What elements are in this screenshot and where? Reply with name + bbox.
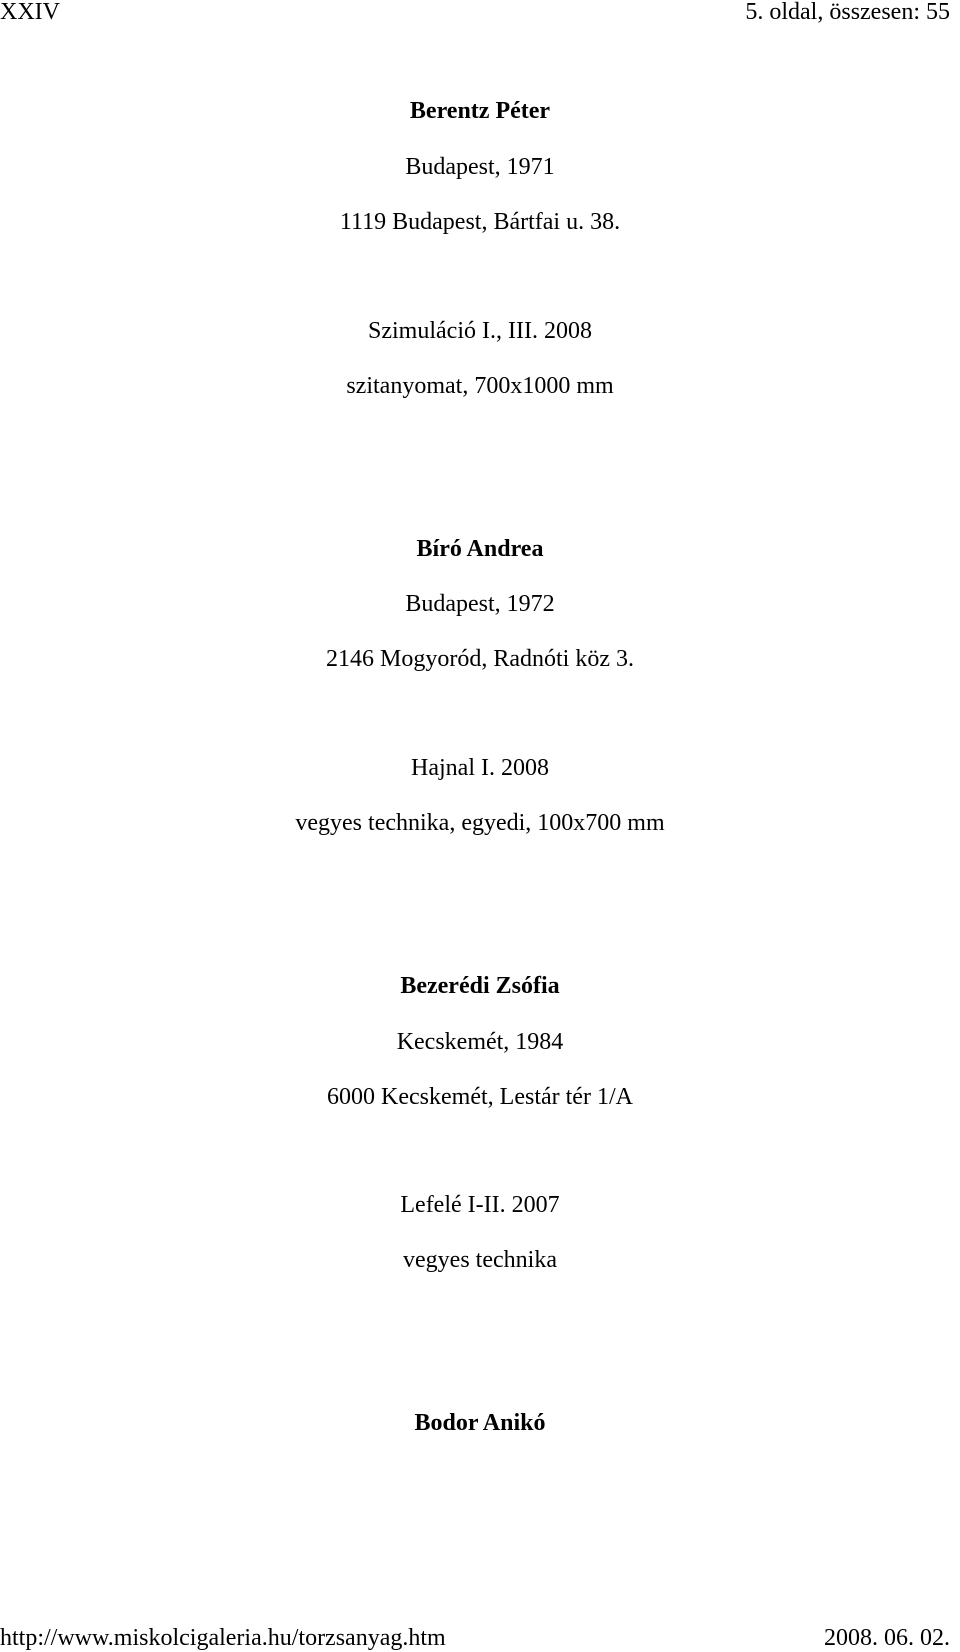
work-details: vegyes technika, egyedi, 100x700 mm: [295, 810, 665, 836]
page-header-code: XXIV: [0, 0, 60, 25]
artist-birth: Budapest, 1972: [405, 591, 555, 617]
artist-birth: Kecskemét, 1984: [396, 1029, 564, 1055]
footer-date: 2008. 06. 02.: [824, 1625, 950, 1651]
work-details: szitanyomat, 700x1000 mm: [346, 373, 614, 399]
page-counter: 5. oldal, összesen: 55: [745, 0, 950, 25]
work-details: vegyes technika: [403, 1247, 557, 1273]
artist-address: 6000 Kecskemét, Lestár tér 1/A: [327, 1084, 633, 1110]
work-title: Lefelé I-II. 2007: [400, 1192, 560, 1218]
work-title: Szimuláció I., III. 2008: [368, 318, 592, 344]
artist-address: 1119 Budapest, Bártfai u. 38.: [339, 209, 621, 235]
artist-birth: Budapest, 1971: [405, 154, 555, 180]
artist-name: Berentz Péter: [409, 98, 551, 124]
artist-address: 2146 Mogyoród, Radnóti köz 3.: [326, 646, 634, 672]
work-title: Hajnal I. 2008: [411, 755, 549, 781]
artist-name: Bodor Anikó: [414, 1410, 546, 1436]
footer-url: http://www.miskolcigaleria.hu/torzsanyag.htm: [0, 1625, 446, 1651]
artist-name: Bezerédi Zsófia: [400, 973, 560, 999]
artist-name: Bíró Andrea: [416, 536, 544, 562]
